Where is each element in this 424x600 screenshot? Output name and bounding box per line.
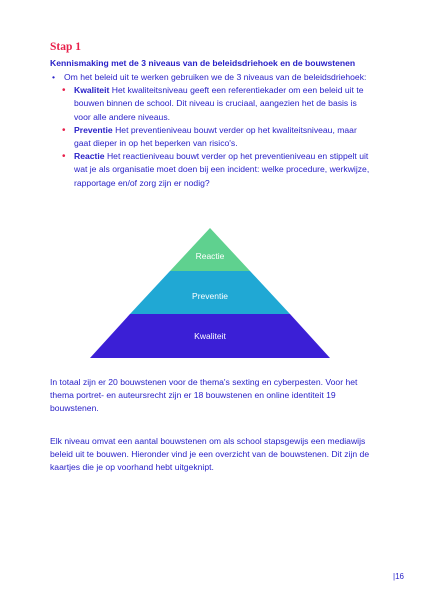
level-item-reactie [62, 150, 370, 190]
level-item-kwaliteit [62, 84, 370, 124]
bullet-list [50, 71, 370, 190]
level-description: Het reactieniveau bouwt verder op het preventieniveau en stippelt uit wat je als organisatie moet doen bij een incident: welke procedure, werkwijze, rapportage en/of zorg zijn er nodig? [74, 151, 370, 188]
level-term: Reactie [74, 151, 105, 162]
bullet-dot-icon: • [62, 151, 66, 163]
bullet-dot-icon: • [62, 85, 66, 97]
pyramid-label-preventie: Preventie [192, 291, 228, 301]
intro-bullet [50, 71, 370, 84]
step-title: Stap 1 [50, 41, 81, 53]
bullet-dot-icon: • [52, 72, 56, 82]
paragraph-bouwstenen-overview: Elk niveau omvat een aantal bouwstenen om als school stapsgewijs een mediawijs beleid uit te bouwen. Hieronder vind je een overzicht van de bouwstenen. Dit zijn de kaartjes die je op voorhand hebt uitgeknipt. [50, 436, 370, 473]
policy-pyramid [90, 228, 330, 358]
paragraph-bouwstenen-count: In totaal zijn er 20 bouwstenen voor de thema's sexting en cyberpesten. Voor het thema portret- en auteursrecht zijn er 18 bouwstenen en online identiteit 19 bouwstenen. [50, 377, 358, 414]
level-term: Preventie [74, 124, 113, 135]
page-number: |16 [393, 572, 404, 581]
pyramid-level-reactie [170, 228, 250, 271]
level-term: Kwaliteit [74, 85, 110, 96]
level-description: Het kwaliteitsniveau geeft een referentiekader om een beleid uit te bouwen binnen de school. Dit niveau is cruciaal, aangezien het de basis is voor alle andere niveaus. [74, 85, 364, 122]
pyramid-label-reactie: Reactie [195, 251, 225, 261]
level-list [50, 84, 370, 190]
level-description: Het preventieniveau bouwt verder op het kwaliteitsniveau, maar gaat dieper in op het beperken van risico's. [74, 124, 357, 149]
section-subtitle: Kennismaking met de 3 niveaus van de beleidsdriehoek en de bouwstenen [50, 58, 356, 68]
bullet-dot-icon: • [62, 124, 66, 136]
intro-bullet-text: Om het beleid uit te werken gebruiken we de 3 niveaus van de beleidsdriehoek: [64, 72, 367, 82]
pyramid-label-kwaliteit: Kwaliteit [194, 331, 226, 341]
level-item-preventie [62, 124, 370, 150]
